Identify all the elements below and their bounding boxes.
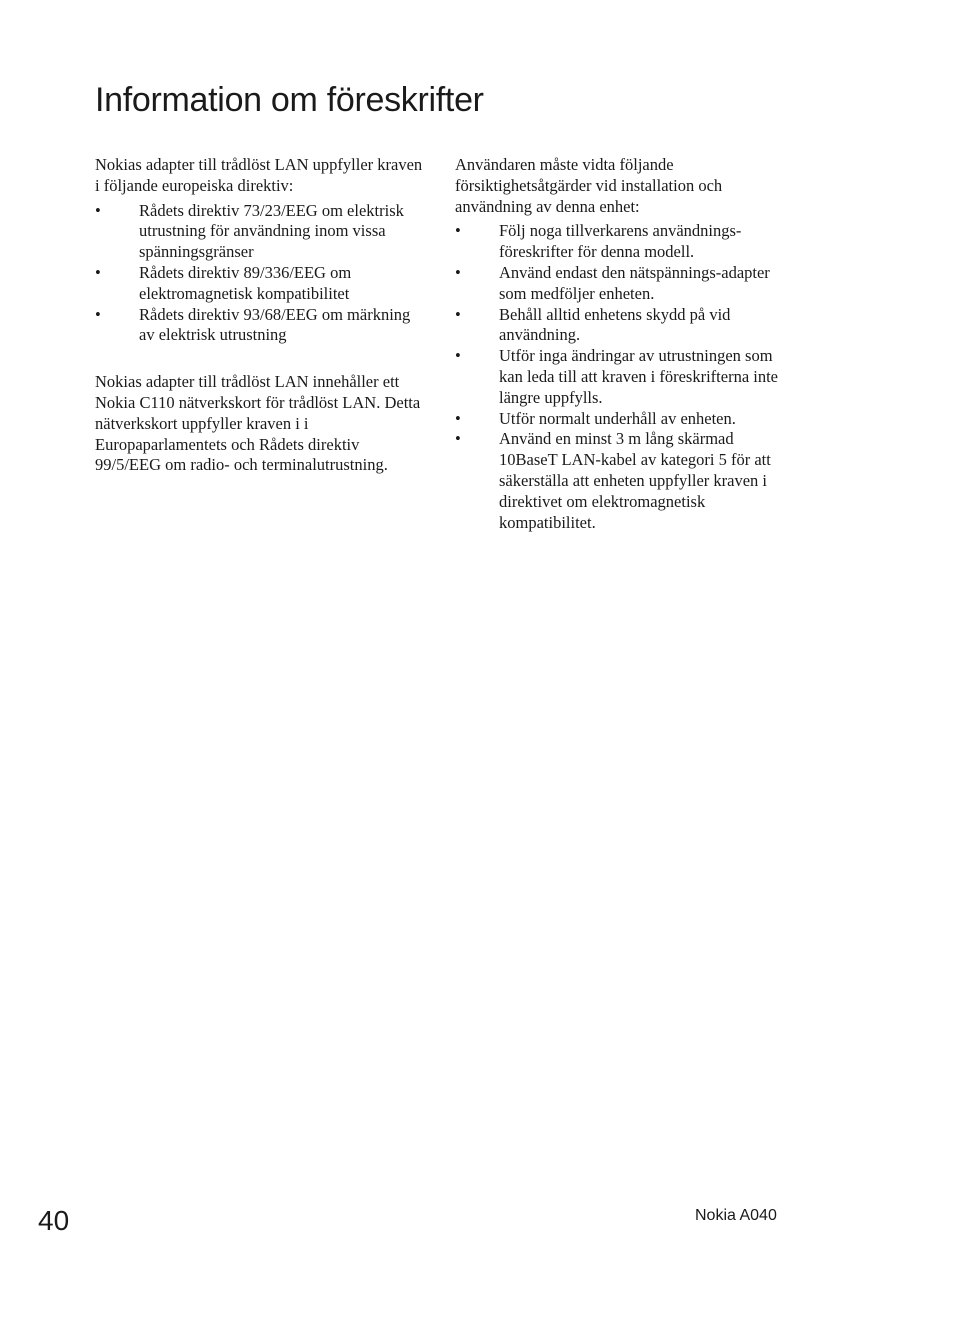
bullet-icon: • [95,262,101,282]
bullet-icon: • [455,262,461,282]
bullet-icon: • [455,429,461,449]
list-item-text: Använd en minst 3 m lång skärmad 10BaseT LAN-kabel av kategori 5 för att säkerställa att enheten uppfyller kraven i direktivet om elektromagnetisk kompatibilitet. [499,429,771,532]
list-item-text: Rådets direktiv 93/68/EEG om märkning av elektrisk utrustning [139,304,411,345]
list-item-text: Använd endast den nätspännings-adapter som medföljer enheten. [499,262,770,303]
list-item-text: Följ noga tillverkarens användnings-föreskrifter för denna modell. [499,221,742,262]
list-item [95,201,425,263]
network-card-paragraph: Nokias adapter till trådlöst LAN innehåller ett Nokia C110 nätverkskort för trådlöst LAN. Detta nätverkskort uppfyller kraven i i Europaparlamentets och Rådets direktiv 99/5/EEG om radio- och terminalutrustning. [95,372,421,475]
bullet-icon: • [95,200,101,220]
list-item [455,305,785,347]
precaution-list [455,221,785,533]
page-number: 40 [38,1205,70,1236]
list-item [455,221,785,263]
bullet-icon: • [455,221,461,241]
footer-product-name: Nokia A040 [695,1207,777,1224]
list-item-text: Utför normalt underhåll av enheten. [499,408,736,428]
list-item-text: Rådets direktiv 89/336/EEG om elektromagnetisk kompatibilitet [139,262,352,303]
list-item [455,346,785,408]
left-column [95,155,425,476]
right-intro-paragraph: Användaren måste vidta följande försiktighetsåtgärder vid installation och användning av denna enhet: [455,155,723,216]
list-item [95,263,425,305]
list-item-text: Behåll alltid enhetens skydd på vid användning. [499,304,731,345]
bullet-icon: • [95,304,101,324]
list-item [95,305,425,347]
bullet-icon: • [455,304,461,324]
list-item [455,263,785,305]
directive-list [95,201,425,347]
bullet-icon: • [455,408,461,428]
left-intro-paragraph: Nokias adapter till trådlöst LAN uppfyller kraven i följande europeiska direktiv: [95,155,423,195]
list-item-text: Utför inga ändringar av utrustningen som kan leda till att kraven i föreskrifterna inte längre uppfylls. [499,346,779,407]
page-title: Information om föreskrifter [95,81,484,119]
bullet-icon: • [455,346,461,366]
right-column [455,155,785,533]
list-item-text: Rådets direktiv 73/23/EEG om elektrisk utrustning för användning inom vissa spänningsgränser [139,200,404,262]
list-item [455,429,785,533]
list-item [455,409,785,430]
